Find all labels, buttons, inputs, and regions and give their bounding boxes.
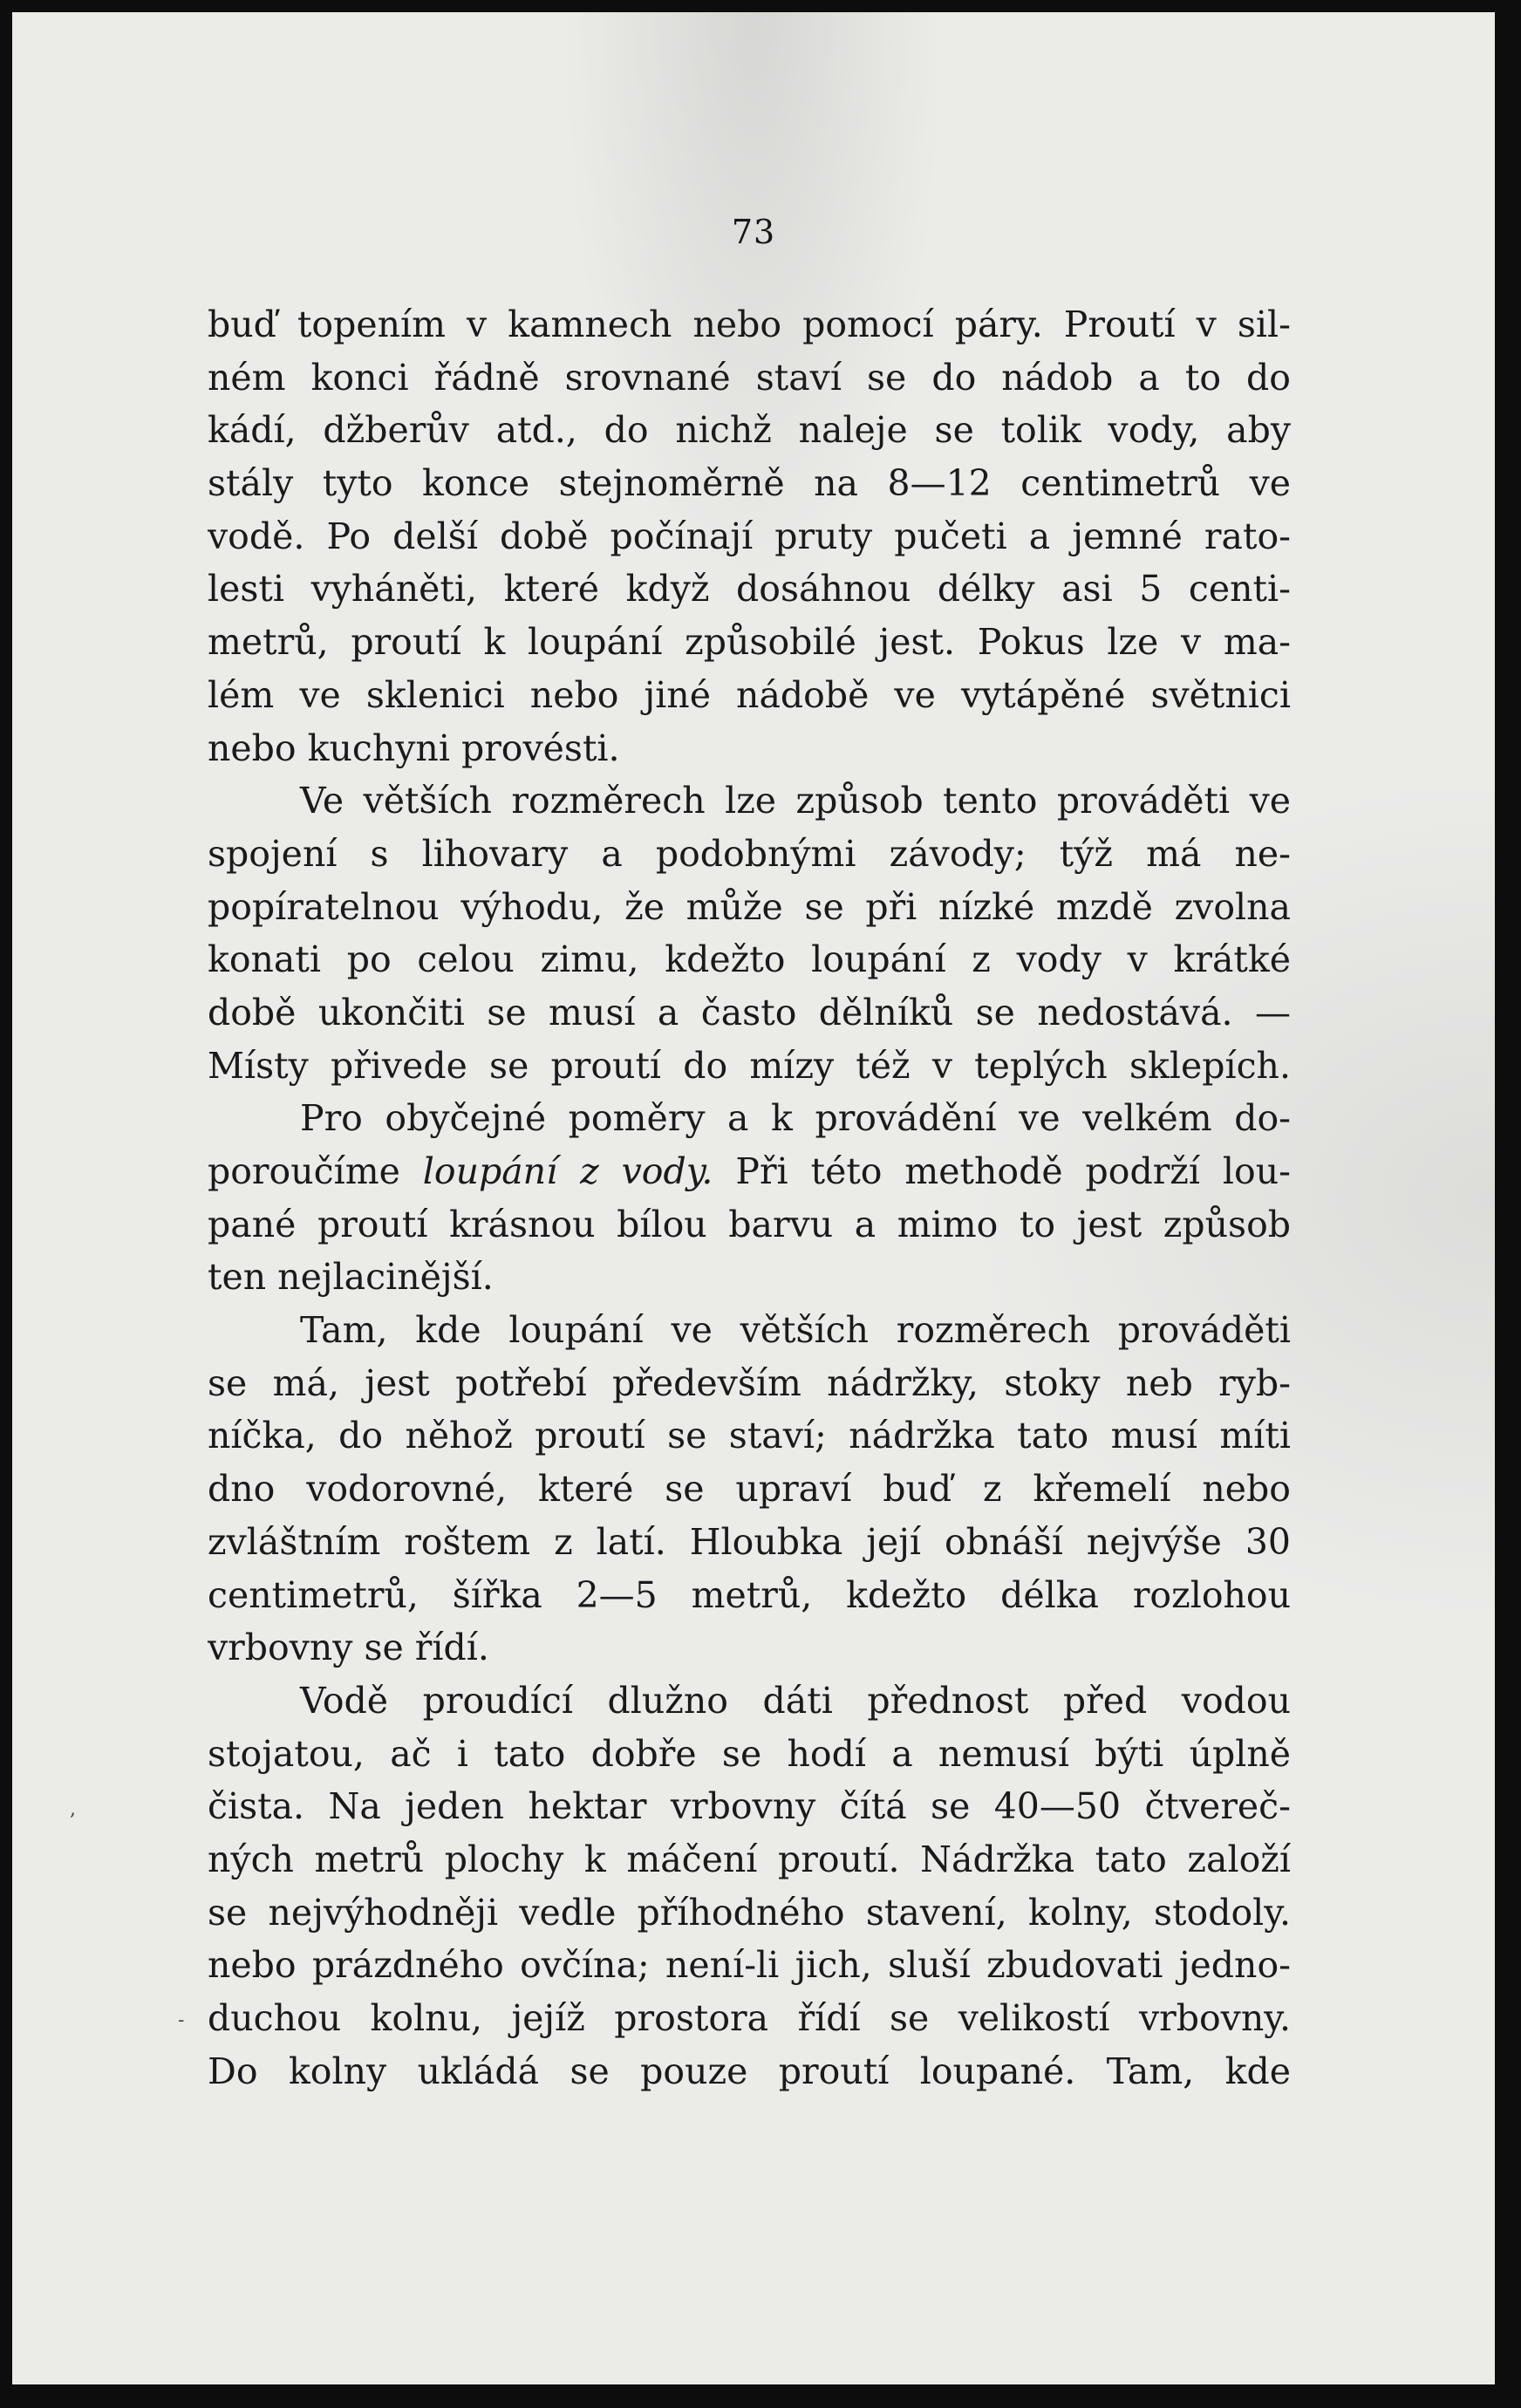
- text-line: metrů, proutí k loupání způsobilé jest. Pokus lze v ma-: [208, 621, 1291, 664]
- text-line: nebo prázdného ovčína; není-li jich, sluší zbudovati jedno-: [208, 1944, 1291, 1987]
- paragraph-4: [208, 1304, 1291, 1675]
- text-line: ných metrů plochy k máčení proutí. Nádržka tato založí: [208, 1838, 1291, 1880]
- book-page: [12, 12, 1495, 2384]
- margin-mark: ,: [70, 1798, 76, 1820]
- text-line: ten nejlacinější.: [208, 1256, 494, 1299]
- text-line: lesti vyháněti, které když dosáhnou délky asi 5 centi-: [208, 568, 1291, 611]
- text-line: vrbovny se řídí.: [208, 1627, 489, 1669]
- text-line: Pro obyčejné poměry a k provádění ve velkém do-: [300, 1097, 1291, 1140]
- paragraph-1: [208, 298, 1291, 774]
- text-line: buď topením v kamnech nebo pomocí páry. Proutí v sil-: [208, 304, 1291, 345]
- paragraph-3: [208, 1092, 1291, 1304]
- text-line: níčka, do něhož proutí se staví; nádržka tato musí míti: [208, 1415, 1291, 1457]
- text-line: duchou kolnu, jejíž prostora řídí se velikostí vrbovny.: [208, 1997, 1291, 2039]
- text-line-with-emphasis: [208, 1145, 1291, 1198]
- text-line: zvláštním roštem z latí. Hloubka její obnáší nejvýše 30: [208, 1520, 1291, 1563]
- text-line: se nejvýhodněji vedle příhodného stavení, kolny, stodoly.: [208, 1891, 1291, 1934]
- text-line: lém ve sklenici nebo jiné nádobě ve vytápěné světnici: [208, 673, 1291, 716]
- text-line: čista. Na jeden hektar vrbovny čítá se 40—50 čtvereč-: [208, 1785, 1291, 1828]
- text-line: Tam, kde loupání ve větších rozměrech prováděti: [300, 1309, 1291, 1352]
- text-line: spojení s lihovary a podobnými závody; týž má ne-: [208, 832, 1291, 875]
- text-line: dno vodorovné, které se upraví buď z křemelí nebo: [208, 1468, 1291, 1511]
- text-line: Ve větších rozměrech lze způsob tento prováděti ve: [300, 780, 1291, 822]
- paragraph-2: [208, 774, 1291, 1092]
- text-line: popíratelnou výhodu, že může se při nízké mzdě zvolna: [208, 885, 1291, 928]
- margin-mark: -: [178, 2009, 185, 2031]
- text-line: se má, jest potřebí především nádržky, stoky neb ryb-: [208, 1361, 1291, 1404]
- text-fragment: poroučíme: [208, 1150, 400, 1192]
- text-line: Vodě proudící dlužno dáti přednost před vodou: [300, 1679, 1291, 1722]
- text-line: kádí, džberův atd., do nichž naleje se tolik vody, aby: [208, 409, 1291, 452]
- text-line: stojatou, ač i tato dobře se hodí a nemusí býti úplně: [208, 1732, 1291, 1775]
- emphasized-term: loupání z vody.: [422, 1150, 713, 1192]
- text-fragment: Při této methodě podrží lou-: [735, 1150, 1291, 1192]
- text-line: době ukončiti se musí a často dělníků se nedostává. —: [208, 991, 1291, 1033]
- text-line: pané proutí krásnou bílou barvu a mimo to jest způsob: [208, 1203, 1291, 1245]
- text-line: stály tyto konce stejnoměrně na 8—12 centimetrů ve: [208, 462, 1291, 505]
- text-line: Do kolny ukládá se pouze proutí loupané. Tam, kde: [208, 2050, 1291, 2092]
- paragraph-5: [208, 1675, 1291, 2098]
- text-line: konati po celou zimu, kdežto loupání z vody v krátké: [208, 938, 1291, 981]
- text-line: vodě. Po delší době počínají pruty pučeti a jemné rato-: [208, 515, 1291, 557]
- text-line: centimetrů, šířka 2—5 metrů, kdežto délka rozlohou: [208, 1573, 1291, 1616]
- text-line: ném konci řádně srovnané staví se do nádob a to do: [208, 356, 1291, 399]
- text-line: Místy přivede se proutí do mízy též v teplých sklepích.: [208, 1044, 1291, 1087]
- body-text: [208, 298, 1291, 2098]
- page-number: 73: [731, 213, 776, 251]
- text-line: nebo kuchyni provésti.: [208, 726, 620, 769]
